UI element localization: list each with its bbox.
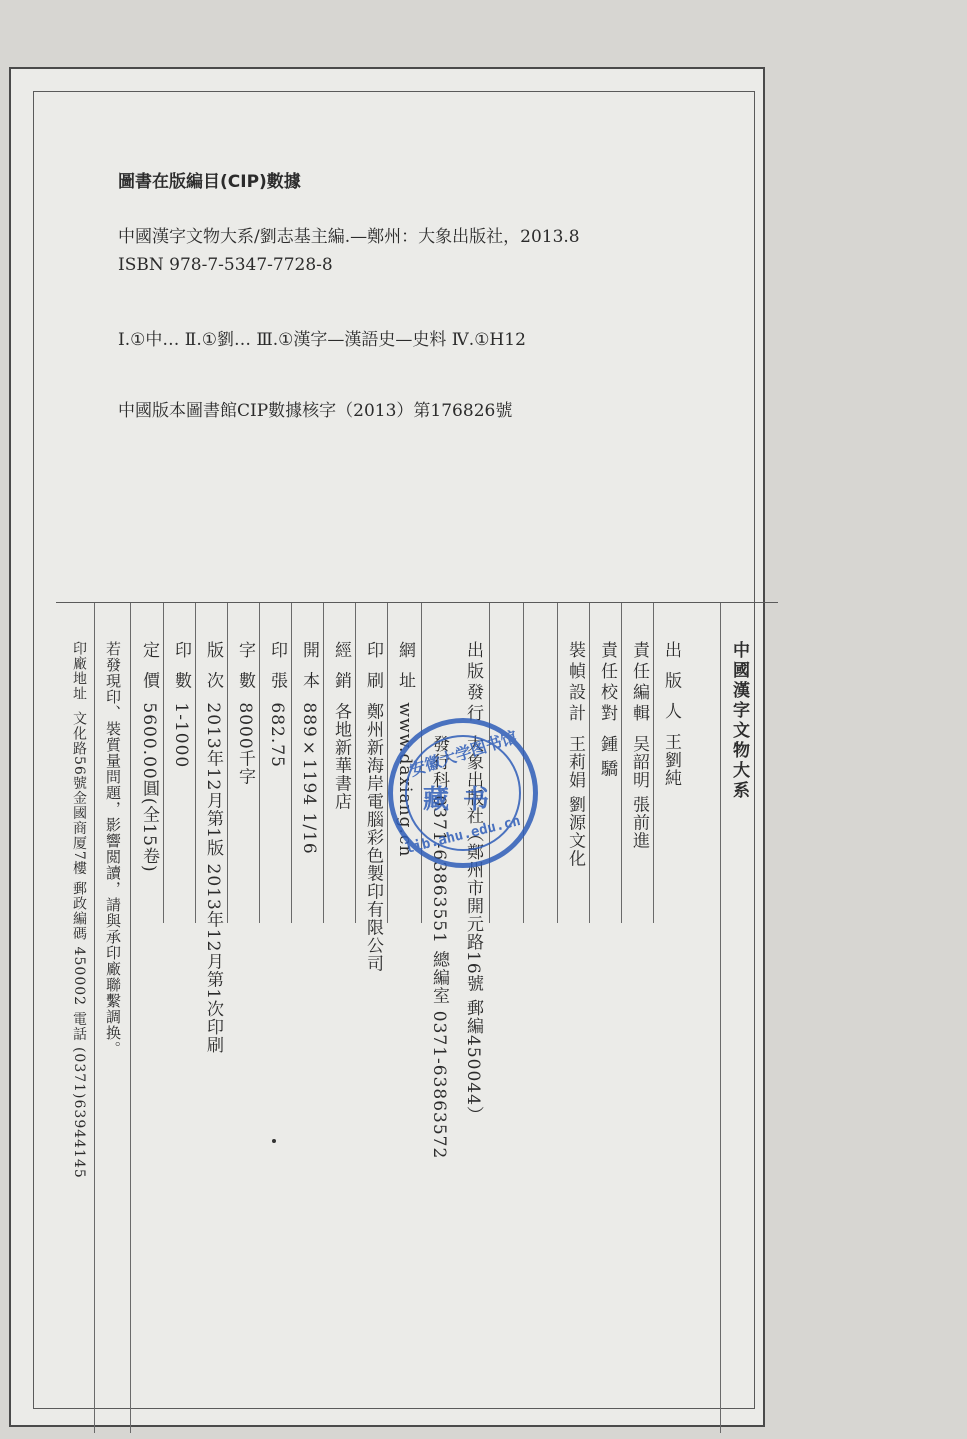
distribution-label: 出版發行 [463, 641, 483, 725]
proofreader-value: 鍾 驕 [597, 735, 617, 778]
edition-value: 2013年12月第1版 2013年12月第1次印刷 [203, 702, 223, 1055]
publisher-value: 王劉純 [661, 732, 681, 787]
column-divider [355, 603, 356, 923]
column-divider [621, 603, 622, 923]
colophon-design [560, 603, 589, 1433]
website-label: 網 址 [395, 641, 415, 693]
colophon-sheets [262, 603, 291, 1433]
column-divider [94, 603, 95, 1433]
sales-label: 經 銷 [331, 641, 351, 693]
distribution-value: 大象出版社（鄭州市開元路16號 郵編450044） [463, 735, 483, 1124]
page-frame [33, 91, 755, 1409]
format-label: 開 本 [299, 641, 319, 693]
print-run-label: 印 數 [171, 641, 191, 693]
ink-dot [272, 1139, 276, 1143]
stamp-top-text: 安徽大学图书馆 [407, 727, 520, 780]
design-label: 裝幀設計 [565, 641, 585, 725]
words-value: 8000千字 [235, 702, 255, 786]
website-value: www.daxiang.cn [395, 702, 415, 858]
column-divider [195, 603, 196, 923]
edition-label: 版 次 [203, 641, 223, 693]
colophon-notice: 若發現印、裝質量問題，影響閲讀，請與承印廠聯繫調换。 [104, 641, 122, 1057]
format-value: 889×1194 1/16 [299, 702, 319, 855]
sheets-label: 印 張 [267, 641, 287, 693]
factory-label: 印廠地址 [71, 641, 87, 701]
design-value: 王莉娟 劉源文化 [565, 735, 585, 868]
cip-classification: Ⅰ.①中… Ⅱ.①劉… Ⅲ.①漢字—漢語史—史料 Ⅳ.①H12 [118, 330, 526, 350]
sales-value: 各地新華書店 [331, 702, 351, 811]
column-divider [227, 603, 228, 923]
column-divider [163, 603, 164, 923]
phone-value: 發行科 0371-63863551 總編室 0371-63863572 [429, 735, 449, 1160]
column-divider [557, 603, 558, 923]
colophon-edition [198, 603, 227, 1433]
stamp-bottom-text: lib.ahu.edu.cn [403, 812, 523, 858]
column-divider [653, 603, 654, 923]
printer-value: 鄭州新海岸電腦彩色製印有限公司 [363, 702, 383, 973]
printer-label: 印 刷 [363, 641, 383, 693]
publisher-label: 出 版 人 [661, 641, 681, 723]
colophon-format [294, 603, 323, 1433]
column-divider [259, 603, 260, 923]
colophon-sales [326, 603, 355, 1433]
colophon-print-run [166, 603, 195, 1433]
cip-bibliographic-line: 中國漢字文物大系/劉志基主編.—鄭州：大象出版社，2013.8 [118, 227, 580, 247]
proofreader-label: 責任校對 [597, 641, 617, 725]
stamp-center-text: 藏书 [422, 785, 503, 815]
colophon-words [230, 603, 259, 1433]
column-divider [589, 603, 590, 923]
library-stamp [388, 718, 538, 868]
print-run-value: 1-1000 [171, 702, 191, 769]
colophon-printer [358, 603, 387, 1433]
editors-value: 吴韶明 張前進 [629, 735, 649, 850]
copyright-page [9, 67, 765, 1427]
colophon-website [390, 603, 419, 1433]
cip-verification-number: 中國版本圖書館CIP數據核字（2013）第176826號 [118, 401, 513, 421]
colophon-table [56, 602, 778, 1433]
colophon-book-title: 中國漢字文物大系 [729, 641, 749, 801]
factory-value: 文化路56號金國商厦7樓 郵政編碼 450002 電話 (0371)63944145 [71, 711, 87, 1179]
colophon-publisher [656, 603, 685, 1433]
colophon-proofreader [592, 603, 621, 1433]
column-divider [291, 603, 292, 923]
column-divider [323, 603, 324, 923]
colophon-factory [64, 603, 93, 1433]
editors-label: 責任編輯 [629, 641, 649, 725]
price-value: 5600.00圓(全15卷) [139, 702, 159, 873]
cip-title: 圖書在版編目(CIP)數據 [118, 172, 301, 192]
cip-isbn: ISBN 978-7-5347-7728-8 [118, 255, 333, 275]
words-label: 字 數 [235, 641, 255, 693]
colophon-price [134, 603, 163, 1433]
column-divider [387, 603, 388, 923]
colophon-editors [624, 603, 653, 1433]
price-label: 定 價 [139, 641, 159, 693]
column-divider [720, 603, 721, 1433]
sheets-value: 682.75 [267, 702, 287, 768]
column-divider [130, 603, 131, 1433]
